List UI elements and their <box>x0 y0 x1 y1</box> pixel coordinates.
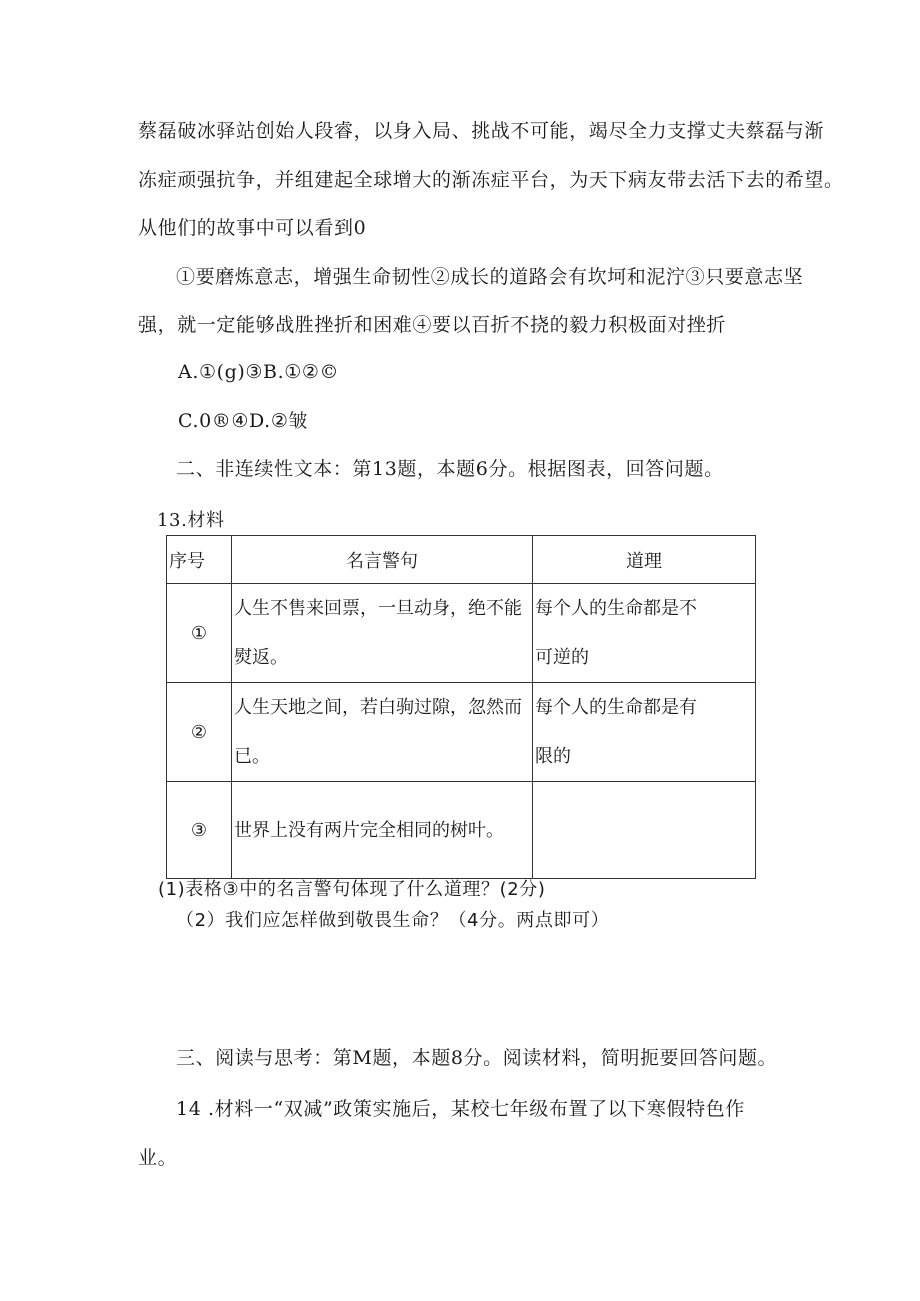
quote-line: 已。 <box>234 746 270 767</box>
paragraph-line: 蔡磊破冰驿站创始人段睿，以身入局、挑战不可能，竭尽全力支撑丈夫蔡磊与渐 <box>138 120 825 142</box>
reason-line: 每个人的生命都是不 <box>535 598 697 619</box>
reason-line: 限的 <box>535 746 571 767</box>
table-row <box>167 683 756 782</box>
section-heading: 二、非连续性文本：第13题，本题6分。根据图表，回答问题。 <box>176 458 724 480</box>
table-header: 名言警句 <box>232 536 533 584</box>
quote-line: 世界上没有两片完全相同的树叶。 <box>234 820 504 841</box>
sub-question: (1)表格③中的名言警句体现了什么道理？(2分) <box>158 879 546 900</box>
row-number: ① <box>167 584 232 683</box>
options-statement-line: 强，就一定能够战胜挫折和困难④要以百折不挠的毅力积极面对挫折 <box>138 314 727 336</box>
quote-cell <box>232 584 533 683</box>
paragraph-line: 从他们的故事中可以看到0 <box>138 217 367 239</box>
material-table <box>166 535 756 879</box>
row-number: ② <box>167 683 232 782</box>
row-number: ③ <box>167 782 232 879</box>
reason-line: 每个人的生命都是有 <box>535 697 697 718</box>
answer-options-cd: C.0®④D.②皱 <box>178 410 309 432</box>
reason-cell <box>533 584 756 683</box>
reason-line: 可逆的 <box>535 647 589 668</box>
quote-line: 熨返。 <box>234 647 288 668</box>
answer-options-ab: A.①(g)③B.①②© <box>178 361 340 383</box>
table-row <box>167 782 756 879</box>
table-header: 道理 <box>533 536 756 584</box>
paragraph-line: 冻症顽强抗争，并组建起全球增大的渐冻症平台，为天下病友带去活下去的希望。 <box>138 169 844 191</box>
quote-line: 人生不售来回票，一旦动身，绝不能 <box>234 598 522 619</box>
section-heading: 三、阅读与思考：第M题，本题8分。阅读材料，简明扼要回答问题。 <box>176 1047 778 1069</box>
table-header-row <box>167 536 756 584</box>
reason-cell <box>533 782 756 879</box>
paragraph-line: 业。 <box>138 1147 178 1169</box>
options-statement-line: ①要磨炼意志，增强生命韧性②成长的道路会有坎坷和泥泞③只要意志坚 <box>176 266 804 288</box>
sub-question: （2）我们应怎样做到敬畏生命？（4分。两点即可） <box>176 910 610 931</box>
table-header: 序号 <box>167 536 232 584</box>
quote-cell <box>232 683 533 782</box>
paragraph-line: 14 .材料一“双减”政策实施后，某校七年级布置了以下寒假特色作 <box>176 1098 745 1120</box>
quote-cell <box>232 782 533 879</box>
quote-line: 人生天地之间，若白驹过隙，忽然而 <box>234 697 522 718</box>
table-row <box>167 584 756 683</box>
question-label: 13.材料 <box>157 510 225 531</box>
reason-cell <box>533 683 756 782</box>
